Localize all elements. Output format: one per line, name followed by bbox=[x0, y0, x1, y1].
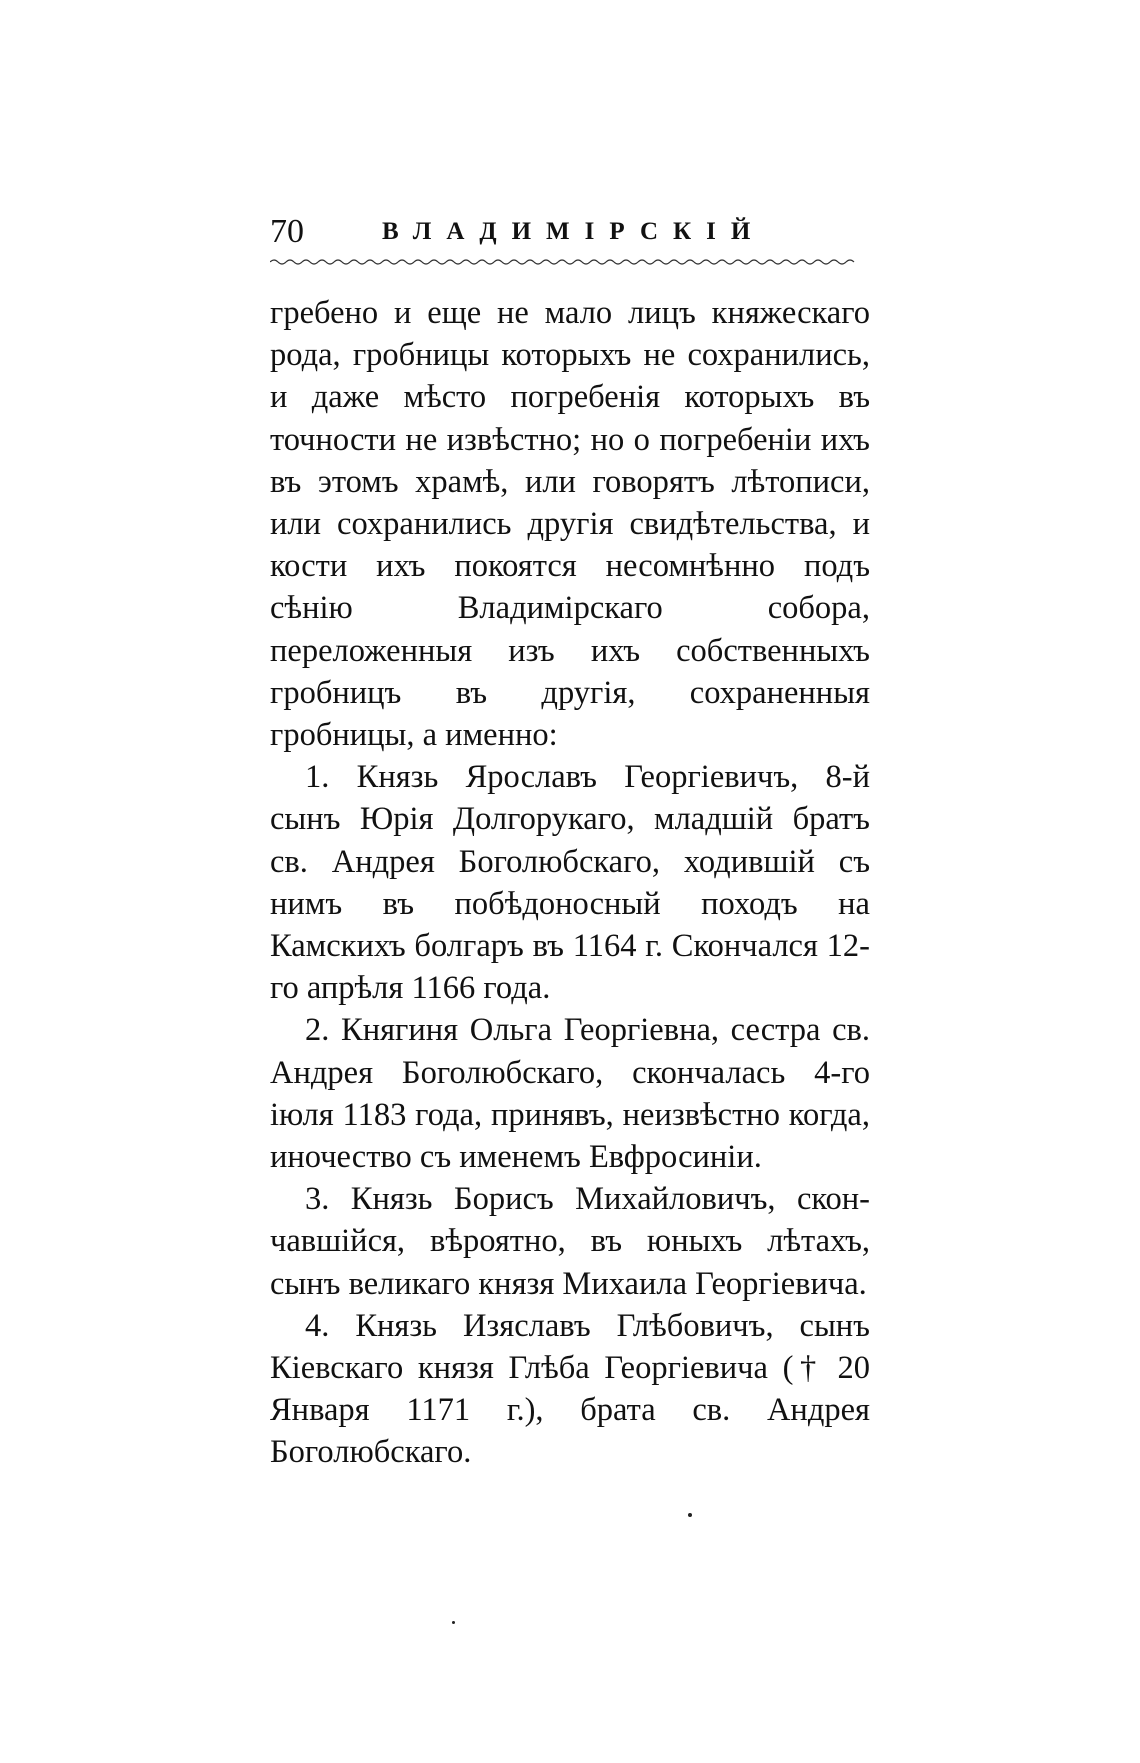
body-text bbox=[270, 292, 870, 1474]
list-item: 4. Князь Изяславъ Глѣбовичъ, сынъ Кіевскаго князя Глѣба Георгіевича († 20 Января 1171 г.), брата св. Андрея Боголюбскаго. bbox=[270, 1307, 870, 1471]
decorative-wavy-rule bbox=[270, 258, 860, 266]
page-header bbox=[270, 212, 870, 256]
list-item: 2. Княгиня Ольга Георгіевна, сестра св. Андрея Боголюбскаго, скончалась 4-го іюля 1183 года, принявъ, неизвѣстно когда, иночество съ именемъ Евфросиніи. bbox=[270, 1012, 870, 1176]
page-number: 70 bbox=[270, 213, 304, 250]
intro-paragraph: гребено и еще не мало лицъ княжескаго рода, гробницы которыхъ не сохранились, и даже мѣсто погребенія которыхъ въ точности не извѣстно; но о погребеніи ихъ въ этомъ храмѣ, или говорятъ лѣтописи, или сохранились другія свидѣтельства, и кости ихъ покоятся несомнѣнно подъ сѣнію Владимірскаго собора, переложенныя изъ ихъ собственныхъ гробницъ въ другія, сохраненныя гробницы, а именно: bbox=[270, 295, 870, 754]
print-speck bbox=[452, 1621, 455, 1624]
list-item: 3. Князь Борисъ Михайловичъ, скончавшійся, вѣроятно, въ юныхъ лѣтахъ, сынъ великаго князя Михаила Георгіевича. bbox=[270, 1181, 870, 1302]
print-speck bbox=[688, 1513, 692, 1517]
list-item: 1. Князь Ярославъ Георгіевичъ, 8-й сынъ Юрія Долгорукаго, младшій братъ св. Андрея Боголюбскаго, ходившій съ нимъ въ побѣдоносный походъ на Камскихъ болгаръ въ 1164 г. Скончался 12-го апрѣля 1166 года. bbox=[270, 759, 870, 1007]
running-title: ВЛАДИМІРСКІЙ bbox=[382, 218, 766, 245]
book-page bbox=[270, 212, 870, 1474]
